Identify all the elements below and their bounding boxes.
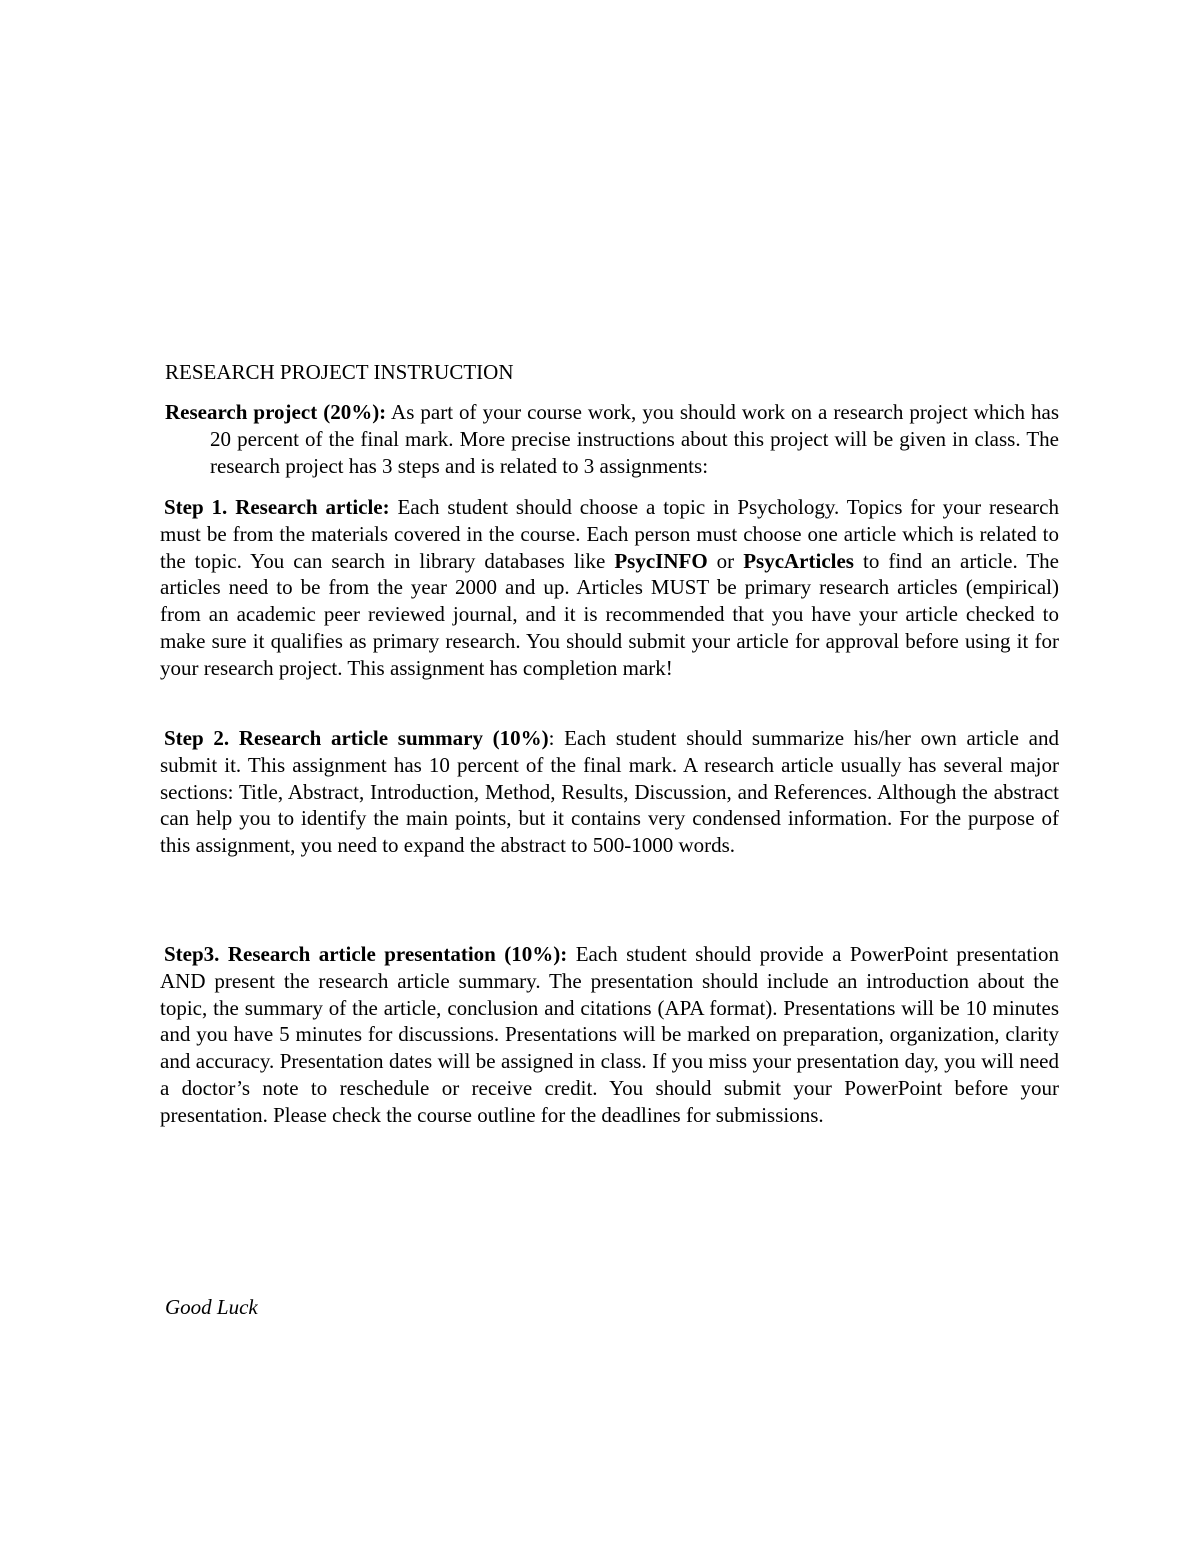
paragraph-text: Each student should provide a PowerPoint presentation AND present the research article summary. The presentation should include an introduction about the topic, the summary of the article, conclusion and citations (APA format). Presentations will be 10 minutes and you have 5 minutes for discussions. Presentations will be marked on preparation, organization, clarity and accuracy. Presentation dates will be assigned in class. If you miss your presentation day, you will need a doctor’s note to reschedule or receive credit. You should submit your PowerPoint before your presentation. Please check the course outline for the deadlines for submissions. [160, 942, 1059, 1127]
paragraph-step-1 [160, 494, 1059, 682]
database-name-psycarticles: PsycArticles [743, 548, 854, 573]
paragraph-research-project [165, 399, 1059, 479]
paragraph-text: As part of your course work, you should work on a research project which has 20 percent of the final mark. More precise instructions about this project will be given in class. The research project has 3 steps and is related to 3 assignments: [210, 400, 1059, 478]
paragraph-text: or [707, 548, 744, 573]
paragraph-text: Each student should choose a topic in Psychology. Topics for your research must be from the materials covered in the course. Each person must choose one article which is related to the topic. You can search in library databases like [160, 495, 1059, 573]
document-title: RESEARCH PROJECT INSTRUCTION [165, 360, 514, 384]
paragraph-label: Step 2. Research article summary (10%) [164, 726, 549, 750]
paragraph-text: : Each student should summarize his/her own article and submit it. This assignment has 10 percent of the final mark. A research article usually has several major sections: Title, Abstract, Introduction, Method, Results, Discussion, and References. Although the abstract can help you to identify the main points, but it contains very condensed information. For the purpose of this assignment, you need to expand the abstract to 500-1000 words. [160, 726, 1059, 858]
paragraph-label: Step3. Research article presentation (10%): [164, 942, 568, 966]
database-name-psycinfo: PsycINFO [614, 548, 708, 573]
paragraph-step-2 [160, 725, 1059, 859]
paragraph-label: Research project (20%): [165, 400, 387, 424]
closing-text: Good Luck [165, 1295, 258, 1319]
paragraph-step-3 [160, 941, 1059, 1129]
paragraph-label: Step 1. Research article: [164, 495, 390, 519]
paragraph-text: to find an article. The articles need to be from the year 2000 and up. Articles MUST be primary research articles (empirical) from an academic peer reviewed journal, and it is recommended that you have your article checked to make sure it qualifies as primary research. You should submit your article for approval before using it for your research project. This assignment has completion mark! [160, 548, 1060, 680]
